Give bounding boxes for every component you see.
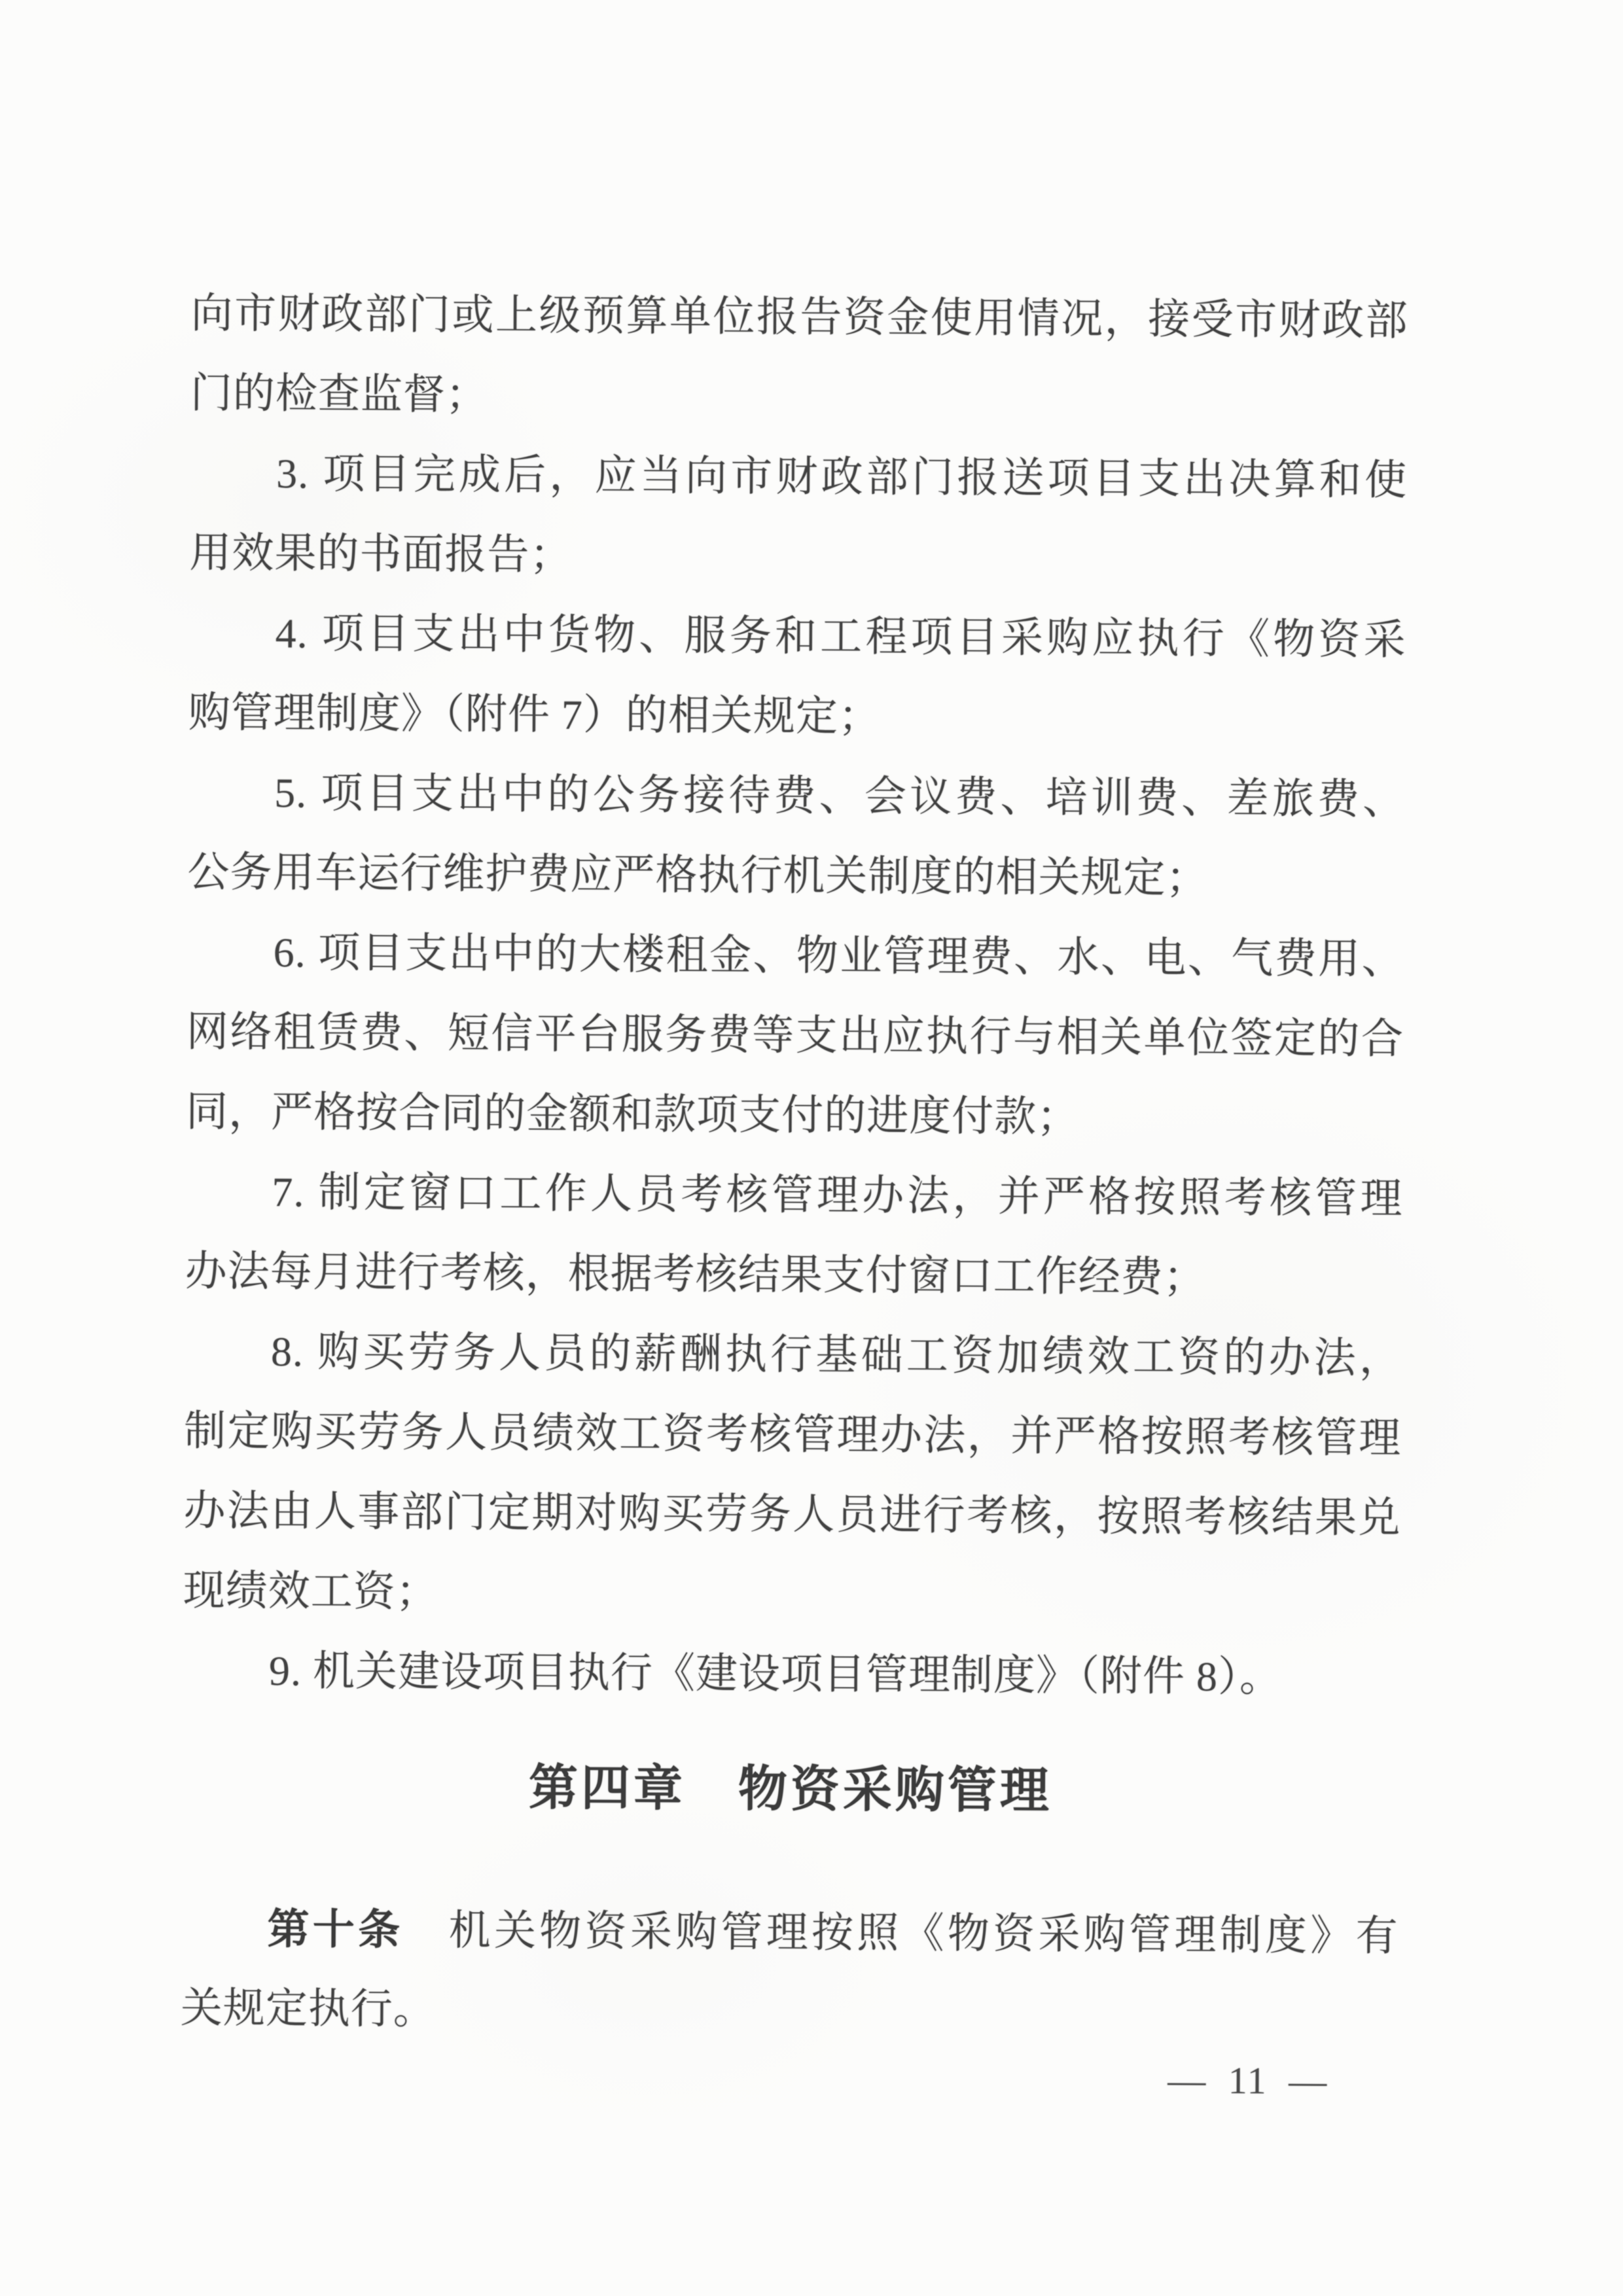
text-line: 购管理制度》（附件 7）的相关规定； xyxy=(188,689,882,740)
text-line: 向市财政部门或上级预算单位报告资金使用情况，接受市财政部 xyxy=(190,290,1408,344)
text-line: 关规定执行。 xyxy=(180,1985,437,2033)
document-body xyxy=(180,274,1408,2055)
text-line: 门的检查监督； xyxy=(190,370,489,419)
text-line: 4. 项目支出中货物、服务和工程项目采购应执行《物资采 xyxy=(275,610,1406,663)
page-number: — 11 — xyxy=(1168,2058,1329,2102)
text-line: 7. 制定窗口工作人员考核管理办法，并严格按照考核管理 xyxy=(272,1169,1403,1222)
document-content xyxy=(180,274,1408,2102)
text-line: 公务用车运行维护费应严格执行机关制度的相关规定； xyxy=(187,849,1209,902)
chapter-heading: 第四章 物资采购管理 xyxy=(528,1759,1053,1818)
text-line: 3. 项目完成后，应当向市财政部门报送项目支出决算和使 xyxy=(276,450,1408,504)
text-line: 办法由人事部门定期对购买劳务人员进行考核，按照考核结果兑 xyxy=(183,1487,1401,1542)
text-line: 现绩效工资； xyxy=(183,1567,438,1616)
text-line: 网络租赁费、短信平台服务费等支出应执行与相关单位签定的合 xyxy=(186,1008,1404,1063)
page-footer xyxy=(180,2053,1397,2102)
text-line xyxy=(181,1888,1399,1975)
text-line: 用效果的书面报告； xyxy=(189,529,573,578)
text-line: 同，严格按合同的金额和款项支付的进度付款； xyxy=(185,1088,1080,1140)
text-segment: 机关物资采购管理按照《物资采购管理制度》有 xyxy=(403,1907,1399,1960)
article-number: 第十条 xyxy=(267,1905,404,1954)
text-line: 5. 项目支出中的公务接待费、会议费、培训费、差旅费、 xyxy=(274,769,1406,823)
text-line: 6. 项目支出中的大楼租金、物业管理费、水、电、气费用、 xyxy=(273,929,1404,983)
text-line: 9. 机关建设项目执行《建设项目管理制度》（附件 8）。 xyxy=(268,1648,1283,1701)
text-line: 8. 购买劳务人员的薪酬执行基础工资加绩效工资的办法， xyxy=(270,1328,1402,1382)
text-line: 制定购买劳务人员绩效工资考核管理办法，并严格按照考核管理 xyxy=(183,1407,1402,1462)
text-line: 办法每月进行考核，根据考核结果支付窗口工作经费； xyxy=(185,1248,1206,1301)
